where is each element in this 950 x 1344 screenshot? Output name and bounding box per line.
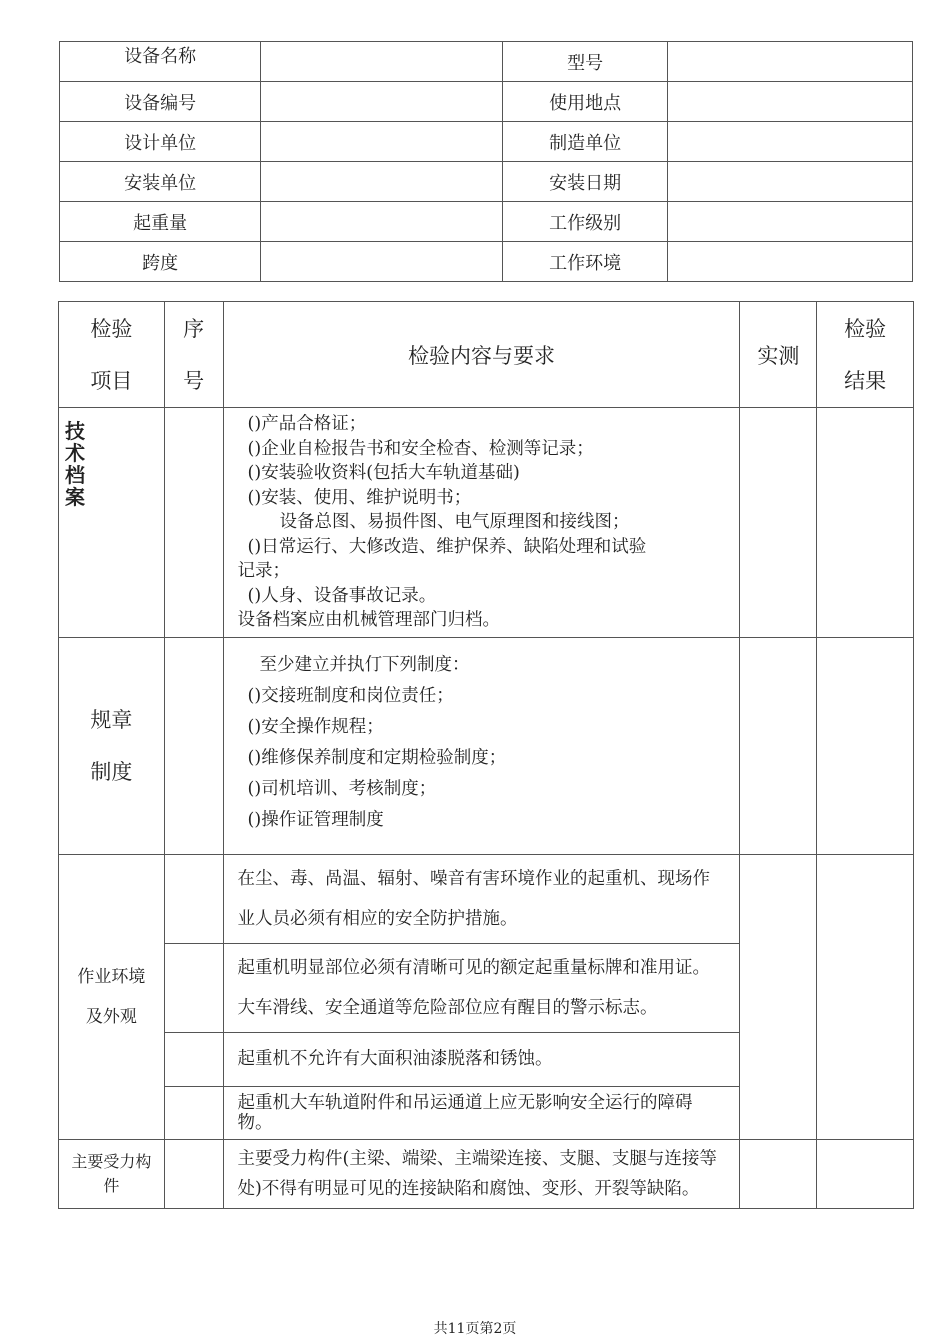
rules-measured-cell: [740, 638, 817, 855]
info-label: 设备名称: [60, 42, 261, 82]
rules-row: [59, 638, 914, 855]
main-seq-cell: [164, 1140, 223, 1209]
info-value-field[interactable]: [667, 82, 912, 122]
info-row: [60, 162, 913, 202]
info-value-field[interactable]: [261, 162, 503, 202]
env-content-2: 起重机明显部位必须有清晰可见的额定起重量标牌和准用证。 大车滑线、安全通道等危险部位应有醒目的警示标志。: [223, 944, 740, 1033]
info-value-field[interactable]: [667, 42, 912, 82]
inspection-header-row: [59, 302, 914, 408]
tech-result-cell: [817, 408, 914, 638]
env-seq-4: [164, 1087, 223, 1140]
header-content: 检验内容与要求: [223, 302, 740, 408]
info-label: 型号: [503, 42, 667, 82]
equipment-info-table: [59, 41, 913, 282]
page-footer: 共11页第2页: [433, 1321, 517, 1337]
inspection-table: [58, 301, 914, 1209]
header-item: 检验 项目: [59, 302, 165, 408]
info-value-field[interactable]: [667, 162, 912, 202]
info-label: 安装日期: [503, 162, 667, 202]
rules-label: 规章 制度: [59, 638, 165, 855]
info-label: 设备编号: [60, 82, 261, 122]
info-row: [60, 82, 913, 122]
info-value-field[interactable]: [667, 122, 912, 162]
main-member-content: 主要受力构件(主梁、端梁、主端梁连接、支腿、支腿与连接等 处)不得有明显可见的连接缺陷和腐蚀、变形、开裂等缺陷。: [223, 1140, 740, 1209]
info-label: 起重量: [60, 202, 261, 242]
info-label: 工作环境: [503, 242, 667, 282]
info-row: [60, 122, 913, 162]
env-content-4: 起重机大车轨道附件和吊运通道上应无影响安全运行的障碍 物。: [223, 1087, 740, 1140]
tech-measured-cell: [740, 408, 817, 638]
info-label: 设计单位: [60, 122, 261, 162]
info-value-field[interactable]: [667, 202, 912, 242]
info-value-field[interactable]: [667, 242, 912, 282]
info-label: 跨度: [60, 242, 261, 282]
main-result-cell: [817, 1140, 914, 1209]
rules-content: 至少建立并执仃下列制度： ()交接班制度和岗位责任； ()安全操作规程； ()维修保养制度和定期检验制度； ()司机培训、考核制度； ()操作证管理制度: [223, 638, 740, 855]
main-member-row: [59, 1140, 914, 1209]
info-row: [60, 42, 913, 82]
info-label: 工作级别: [503, 202, 667, 242]
info-value-field[interactable]: [261, 202, 503, 242]
env-content-1: 在尘、毒、咼温、辐射、噪音有害环境作业的起重机、现场作 业人员必须有相应的安全防护措施。: [223, 855, 740, 944]
env-content-3: 起重机不允许有大面积油漆脱落和锈蚀。: [223, 1033, 740, 1087]
info-value-field[interactable]: [261, 42, 503, 82]
info-value-field[interactable]: [261, 82, 503, 122]
header-seq: 序 号: [164, 302, 223, 408]
info-row: [60, 242, 913, 282]
info-value-field[interactable]: [261, 242, 503, 282]
header-result: 检验 结果: [817, 302, 914, 408]
env-row-1: [59, 855, 914, 944]
env-label: 作业环境 及外观: [59, 855, 165, 1140]
env-measured-cell: [740, 855, 817, 1140]
info-row: [60, 202, 913, 242]
info-value-field[interactable]: [261, 122, 503, 162]
rules-result-cell: [817, 638, 914, 855]
tech-archive-content: ()产品合格证； ()企业自检报告书和安全检杳、检测等记录； ()安装验收资料(包括大车轨道基础) ()安装、使用、维护说明书； 设备总图、易损件图、电气原理图和接线图； ()日常运行、大修改造、维护保养、缺陷处理和试验 记录； ()人身、设备事故记录。 设备档案应由机械管理部门归档。: [223, 408, 740, 638]
env-seq-3: [164, 1033, 223, 1087]
info-label: 安装单位: [60, 162, 261, 202]
info-label: 使用地点: [503, 82, 667, 122]
tech-archive-row: [59, 408, 914, 638]
tech-seq-cell: [164, 408, 223, 638]
main-member-label: 主要受力构 件: [59, 1140, 165, 1209]
header-measured: 实测: [740, 302, 817, 408]
tech-archive-label: 技 术 档 案: [59, 408, 165, 638]
env-seq-2: [164, 944, 223, 1033]
rules-seq-cell: [164, 638, 223, 855]
main-measured-cell: [740, 1140, 817, 1209]
env-seq-1: [164, 855, 223, 944]
equipment-info-rows: [60, 42, 913, 282]
env-result-cell: [817, 855, 914, 1140]
info-label: 制造单位: [503, 122, 667, 162]
